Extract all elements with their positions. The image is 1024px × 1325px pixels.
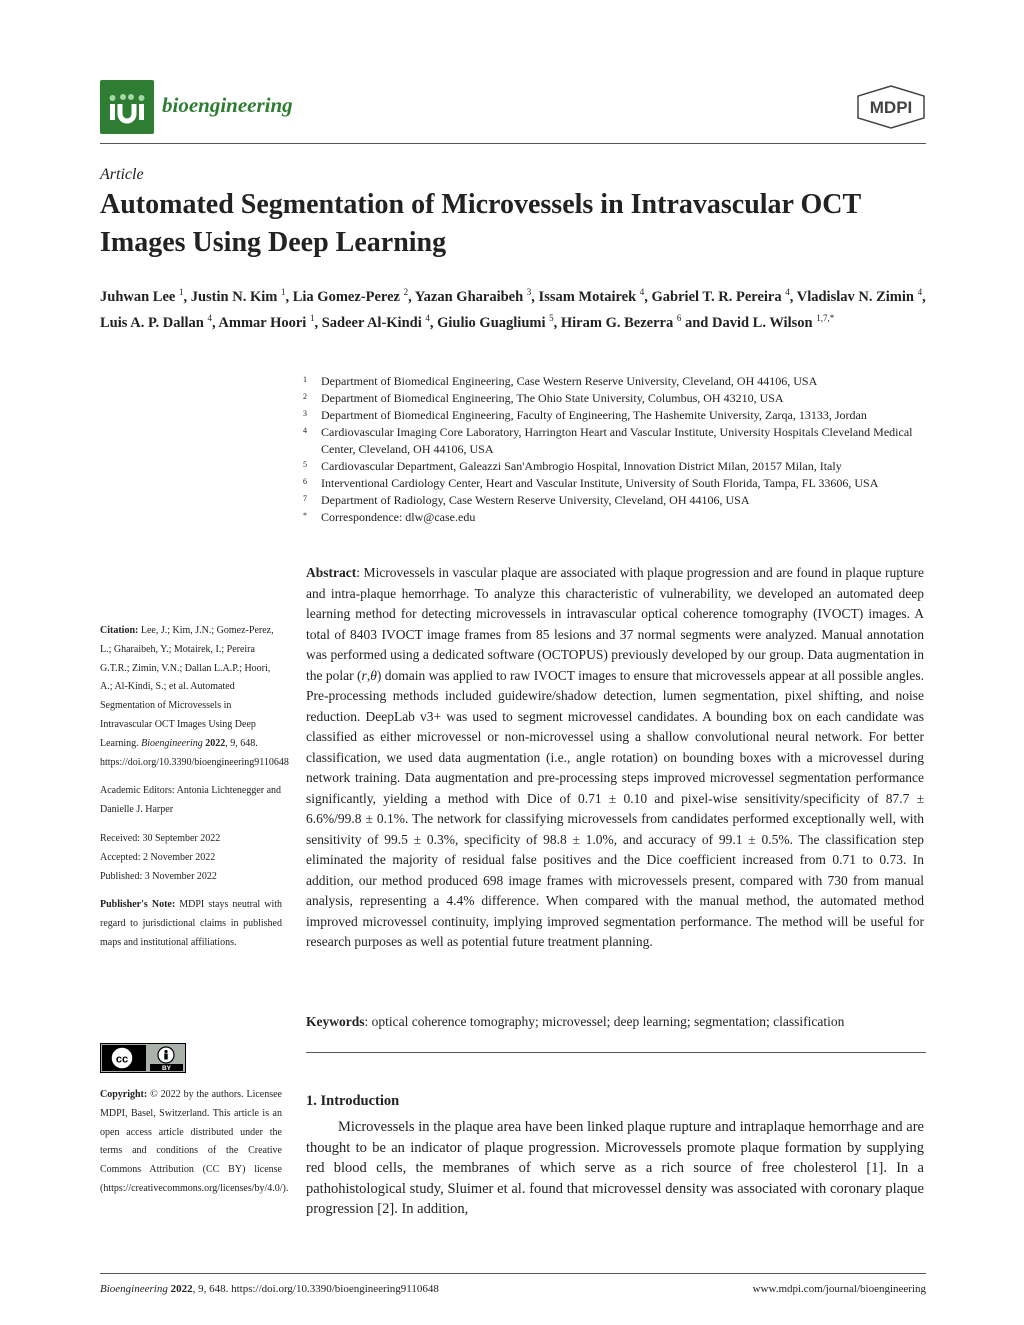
author-affiliation-ref: 1	[280, 287, 286, 297]
abstract-text-part2: ) domain was applied to raw IVOCT images to ensure that microvessels appear at all possible angles. Pre-processing methods included guidewire/shadow detection, lumen segmentation, pixel shifting, and noise reduction. DeepLab v3+ was used to segment microvessel candidates. A bounding box on each candidate was classified as either microvessel or non-microvessel using a shallow convolutional neural network. For better classification, we used data augmentation (i.e., angle rotation) on bounding boxes with a microvessel during network training. Data augmentation and pre-processing steps improved microvessel segmentation performance significantly, yielding a method with Dice of 0.71 ± 0.10 and pixel-wise sensitivity/specificity of 87.7 ± 6.6%/99.8 ± 0.1%. The network for classifying microvessels from candidates performed exceptionally well, with sensitivity of 99.5 ± 0.3%, specificity of 98.8 ± 1.0%, and accuracy of 99.1 ± 0.5%. The classification step eliminated the majority of residual false positives and the Dice coefficient increased from 0.71 to 0.73. In addition, our method produced 698 image frames with microvessels present, compared with 730 from manual analysis, representing a 4.4% difference. When compared with the manual method, the automated method improved microvessel continuity, implying improved segmentation performance. The method will be useful for research purposes as well as potential future treatment planning.	[306, 667, 925, 949]
author-name[interactable]: Hiram G. Bezerra	[560, 314, 674, 331]
affiliation-number: *	[303, 511, 307, 520]
author-affiliation-ref: 1	[178, 287, 184, 297]
affiliation-item	[303, 492, 928, 509]
author-name[interactable]: Justin N. Kim	[190, 288, 278, 305]
author-separator: ,	[531, 288, 539, 305]
author-affiliation-ref: 4	[639, 287, 645, 297]
publisher-note	[100, 896, 282, 952]
copyright-text: © 2022 by the authors. Licensee MDPI, Basel, Switzerland. This article is an open access article distributed under the terms and conditions of the Creative Commons Attribution (CC BY) license (https://creativecommons.org/licenses/by/4.0/).	[100, 1089, 289, 1194]
affiliation-number: 5	[303, 460, 307, 469]
affiliation-text: Department of Radiology, Case Western Reserve University, Cleveland, OH 44106, USA	[321, 493, 750, 507]
paper-title: Automated Segmentation of Microvessels in Intravascular OCT Images Using Deep Learning	[100, 189, 861, 258]
citation	[100, 622, 289, 772]
copyright-notice	[100, 1086, 289, 1199]
author-name[interactable]: Sadeer Al-Kindi	[321, 314, 422, 331]
affiliation-number: 6	[303, 477, 307, 486]
affiliation-text: Cardiovascular Department, Galeazzi San'Ambrogio Hospital, Innovation District Milan, 20157 Milan, Italy	[321, 459, 842, 473]
author-name[interactable]: Giulio Guagliumi	[437, 314, 546, 331]
affiliation-number: 2	[303, 392, 307, 401]
citation-doi[interactable]: , 9, 648. https://doi.org/10.3390/bioengineering9110648	[100, 737, 289, 768]
author-name[interactable]: Luis A. P. Dallan	[100, 314, 204, 331]
citation-authors: Lee, J.; Kim, J.N.; Gomez-Perez, L.; Gharaibeh, Y.; Motairek, I.; Pereira G.T.R.; Zimin, V.N.; Dallan L.A.P.; Hoori, A.; Al-Kindi, S.; et al. Automated Segmentation of Microvessels in Intravascular OCT Images Using Deep Learning.	[100, 625, 274, 749]
mdpi-logo-icon	[856, 85, 926, 129]
author-affiliation-ref: 5	[549, 312, 554, 323]
introduction-paragraph: Microvessels in the plaque area have been linked plaque rupture and intraplaque hemorrhage and are thought to be an indicator of plaque progression. Microvessels promote plaque formation by supplying red blood cells, the membranes of which serve as a rich source of free cholesterol [1]. In a pathohistological study, Sluimer et al. found that microvessel density was associated with coronary plaque progression [2]. In addition,	[306, 1119, 924, 1217]
author-list	[100, 282, 930, 334]
author-affiliation-ref: 3	[526, 287, 532, 297]
keywords	[306, 1012, 924, 1032]
accepted-date: Accepted: 2 November 2022	[100, 851, 216, 863]
author-name[interactable]: Lia Gomez-Perez	[292, 288, 400, 305]
author-separator: ,	[644, 288, 652, 305]
author-separator: ,	[408, 288, 415, 305]
footer-divider	[100, 1273, 926, 1274]
copyright-label: Copyright:	[100, 1089, 148, 1100]
author-separator: ,	[922, 288, 926, 305]
cc-text: cc	[115, 1053, 129, 1066]
affiliation-item	[303, 373, 928, 390]
footer-journal-url[interactable]: www.mdpi.com/journal/bioengineering	[752, 1283, 926, 1295]
footer-citation	[100, 1283, 439, 1295]
abstract	[306, 563, 924, 953]
author-affiliation-ref: 1	[309, 312, 315, 323]
affiliation-number: 7	[303, 494, 307, 503]
affiliation-number: 4	[303, 426, 307, 435]
abstract-symbol-r: r	[361, 667, 367, 683]
abstract-text-part1: : Microvessels in vascular plaque are associated with plaque progression and are found in plaque rupture and intra-plaque hemorrhage. To analyze this characteristic of vulnerability, we developed an automated deep learning method for detecting microvessels in intravascular optical coherence tomography (IVOCT) images. A total of 8403 IVOCT image frames from 85 lesions and 37 normal segments were analyzed. Manual annotation was performed using a dedicated software (OCTOPUS) previously developed by our group. Data augmentation in the polar (	[306, 565, 924, 683]
author-affiliation-ref: 1,7,*	[816, 312, 835, 323]
author-affiliation-ref: 4	[207, 312, 212, 323]
affiliation-text: Interventional Cardiology Center, Heart and Vascular Institute, University of South Florida, Tampa, FL 33606, USA	[321, 476, 879, 490]
affiliation-item	[303, 390, 928, 407]
affiliation-text: Correspondence: dlw@case.edu	[321, 510, 476, 524]
author-affiliation-ref: 2	[403, 287, 409, 297]
journal-logo-icon	[100, 80, 154, 134]
publisher-name: MDPI	[869, 98, 913, 117]
citation-year: 2022	[202, 737, 226, 749]
keywords-text: : optical coherence tomography; microvessel; deep learning; segmentation; classification	[364, 1014, 845, 1029]
author-affiliation-ref: 4	[917, 287, 923, 297]
affiliation-text: Department of Biomedical Engineering, The Ohio State University, Columbus, OH 43210, USA	[321, 391, 784, 405]
author-name[interactable]: Issam Motairek	[538, 288, 637, 305]
affiliation-text: Cardiovascular Imaging Core Laboratory, Harrington Heart and Vascular Institute, University Hospitals Cleveland Medical Center, Cleveland, OH 44106, USA	[321, 425, 913, 456]
author-affiliation-ref: 6	[676, 312, 682, 323]
keywords-divider	[306, 1052, 926, 1053]
citation-journal: Bioengineering	[141, 737, 203, 749]
author-separator: ,	[285, 288, 293, 305]
author-name[interactable]: Juhwan Lee	[100, 288, 176, 305]
header-divider	[100, 143, 926, 144]
by-text: BY	[161, 1065, 172, 1072]
affiliation-text: Department of Biomedical Engineering, Faculty of Engineering, The Hashemite University, Zarqa, 13133, Jordan	[321, 408, 867, 422]
section-heading-introduction: 1. Introduction	[306, 1093, 400, 1109]
sidebar	[100, 622, 289, 953]
affiliation-text: Department of Biomedical Engineering, Case Western Reserve University, Cleveland, OH 44106, USA	[321, 374, 818, 388]
author-name[interactable]: Gabriel T. R. Pereira	[651, 288, 782, 305]
author-name[interactable]: Yazan Gharaibeh	[414, 288, 524, 305]
affiliation-number: 1	[303, 375, 307, 384]
author-name[interactable]: Ammar Hoori	[218, 314, 307, 331]
author-separator: and	[681, 314, 712, 331]
author-separator: ,	[314, 314, 322, 331]
abstract-label: Abstract	[306, 565, 357, 580]
author-separator: ,	[789, 288, 797, 305]
author-name[interactable]: David L. Wilson	[711, 314, 813, 331]
author-affiliation-ref: 4	[425, 312, 430, 323]
author-separator: ,	[211, 314, 219, 331]
received-date: Received: 30 September 2022	[100, 832, 221, 844]
affiliation-item	[303, 509, 928, 526]
cc-by-license-icon[interactable]	[100, 1043, 186, 1073]
publisher-note-text: MDPI stays neutral with regard to jurisdictional claims in published maps and institutional affiliations.	[100, 899, 283, 948]
affiliation-item	[303, 407, 928, 424]
affiliation-item	[303, 424, 928, 458]
affiliation-list	[303, 373, 928, 526]
author-affiliation-ref: 4	[785, 287, 790, 297]
abstract-symbol-sep: ,	[366, 667, 371, 683]
affiliation-item	[303, 475, 928, 492]
author-separator: ,	[429, 314, 438, 331]
author-name[interactable]: Vladislav N. Zimin	[796, 288, 914, 305]
citation-label: Citation:	[100, 625, 139, 636]
author-separator: ,	[553, 314, 561, 331]
footer-year: 2022	[167, 1283, 193, 1295]
published-date: Published: 3 November 2022	[100, 870, 217, 882]
journal-name: bioengineering	[162, 93, 293, 117]
abstract-symbol-theta: θ	[370, 667, 377, 683]
affiliation-number: 3	[303, 409, 307, 418]
keywords-label: Keywords	[306, 1014, 365, 1029]
academic-editors: Academic Editors: Antonia Lichtenegger and Danielle J. Harper	[100, 785, 282, 816]
author-separator: ,	[183, 288, 191, 305]
affiliation-item	[303, 458, 928, 475]
footer-doi[interactable]: , 9, 648. https://doi.org/10.3390/bioengineering9110648	[192, 1283, 439, 1295]
publisher-note-label: Publisher's Note:	[100, 899, 176, 911]
footer-journal: Bioengineering	[100, 1283, 168, 1295]
article-type: Article	[100, 166, 144, 183]
